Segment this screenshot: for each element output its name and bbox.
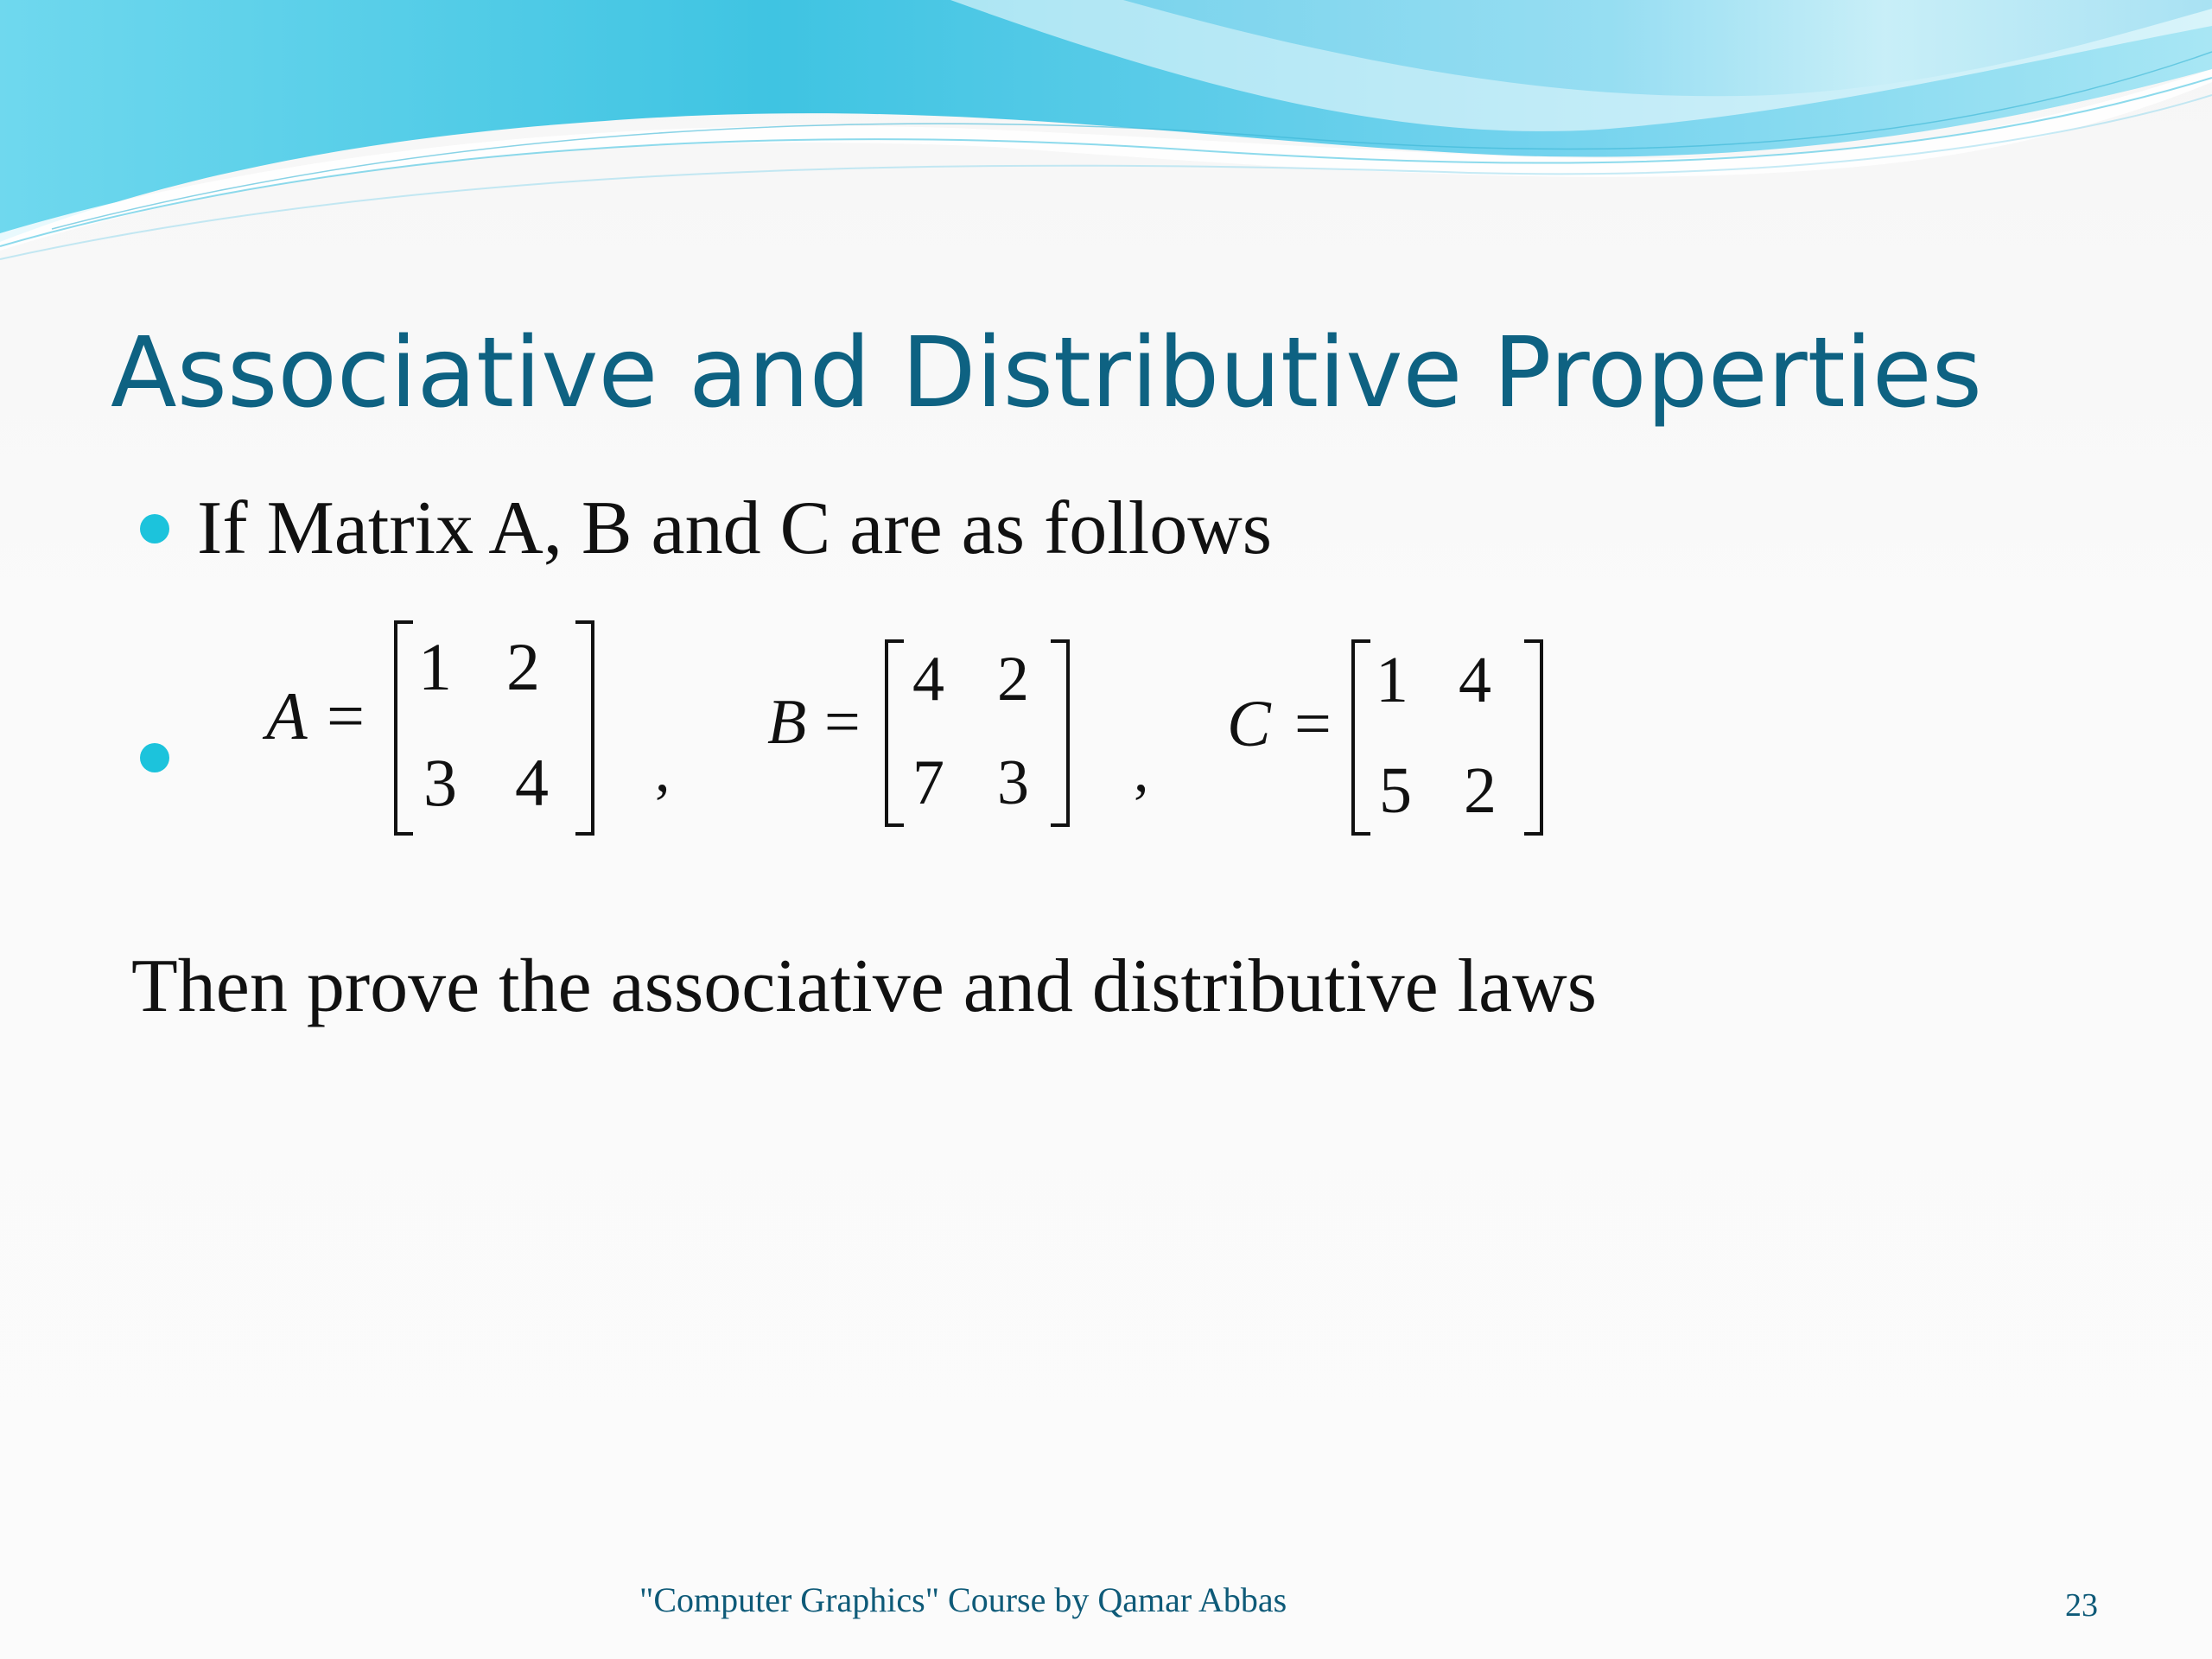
matrix-c-cell: 1 — [1376, 644, 1408, 716]
equals-sign: = — [824, 687, 861, 758]
slide-title: Associative and Distributive Properties — [111, 317, 1983, 429]
matrix-a-cell: 4 — [515, 745, 549, 820]
matrix-a-name: A — [266, 678, 308, 753]
right-bracket — [575, 622, 593, 834]
right-bracket — [1524, 641, 1541, 834]
right-bracket — [1051, 641, 1068, 825]
bullet-dot — [140, 514, 169, 543]
header-wave-decoration — [0, 0, 2212, 276]
matrix-c — [1227, 641, 1541, 834]
equals-sign: = — [327, 678, 365, 753]
conclusion-text: Then prove the associative and distributive laws — [131, 944, 1597, 1028]
matrix-b — [767, 641, 1068, 825]
left-bracket — [887, 641, 904, 825]
bullet-text-intro: If Matrix A, B and C are as follows — [197, 486, 1272, 570]
left-bracket — [1353, 641, 1370, 834]
matrix-c-cell: 2 — [1464, 754, 1497, 827]
left-bracket — [396, 622, 413, 834]
matrix-a-cell: 3 — [423, 745, 457, 820]
bullet-dot — [140, 743, 169, 772]
footer-course-credit: "Computer Graphics" Course by Qamar Abbas — [639, 1580, 1287, 1619]
matrix-b-name: B — [767, 687, 807, 758]
matrix-c-cell: 5 — [1379, 754, 1412, 827]
equals-sign: = — [1294, 688, 1332, 760]
separator-comma: , — [655, 738, 671, 804]
matrix-equations — [251, 605, 1581, 864]
matrix-b-cell: 2 — [997, 644, 1029, 715]
matrix-b-cell: 4 — [912, 644, 944, 715]
separator-comma: , — [1134, 738, 1149, 804]
matrix-a-cell: 1 — [418, 629, 452, 704]
matrix-b-cell: 3 — [997, 747, 1029, 818]
matrix-c-cell: 4 — [1459, 644, 1491, 716]
matrix-b-cell: 7 — [912, 747, 944, 818]
matrix-a — [262, 622, 593, 834]
matrix-c-name: C — [1227, 688, 1271, 760]
matrix-a-cell: 2 — [506, 629, 540, 704]
page-number: 23 — [2065, 1587, 2098, 1624]
